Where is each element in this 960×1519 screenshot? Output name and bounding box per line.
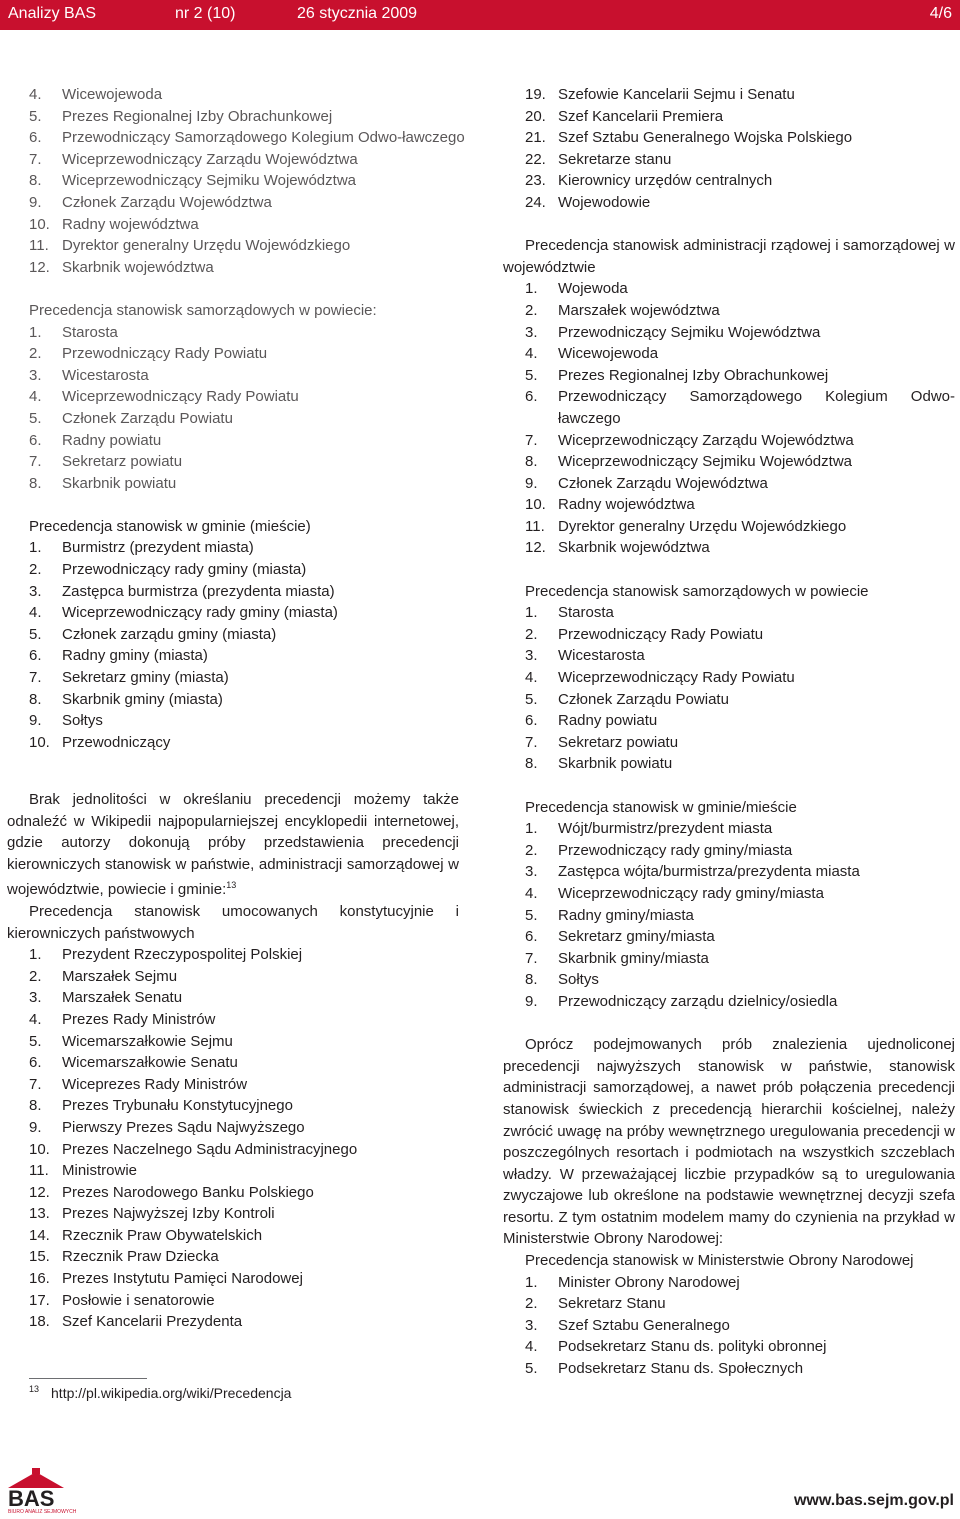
list-item-number: 12. (29, 258, 50, 276)
list-item-number: 4. (29, 1010, 42, 1028)
list-item (525, 365, 955, 387)
list-item (29, 473, 459, 495)
list-item (29, 235, 459, 257)
list-item (525, 322, 955, 344)
list-item-number: 17. (29, 1291, 50, 1309)
list-item-number: 6. (525, 388, 538, 406)
list-item-number: 4. (525, 1338, 538, 1356)
right-voivodeship-list (525, 278, 955, 559)
list-item-text: Przewodniczący rady gminy/miasta (558, 841, 793, 859)
list-item-text: Pierwszy Prezes Sądu Najwyższego (62, 1118, 305, 1136)
list-item-text: Wojewoda (558, 280, 628, 298)
list-item-text: Dyrektor generalny Urzędu Wojewódzkiego (62, 237, 351, 255)
list-item-text: Prezes Naczelnego Sądu Administracyjnego (62, 1140, 358, 1158)
list-item-number: 7. (525, 431, 538, 449)
list-item-text: Dyrektor generalny Urzędu Wojewódzkiego (558, 517, 847, 535)
list-item-number: 23. (525, 172, 546, 190)
list-item (29, 1182, 459, 1204)
list-item (29, 1052, 459, 1074)
list-item-number: 1. (525, 1273, 538, 1291)
list-item-number: 5. (525, 906, 538, 924)
list-item-number: 2. (525, 841, 538, 859)
list-item-text: Zastępca wójta/burmistrza/prezydenta miasta (558, 863, 860, 881)
footnote (29, 1384, 291, 1401)
list-item-number: 1. (29, 323, 42, 341)
list-item (29, 1095, 459, 1117)
list-item-number: 7. (29, 669, 42, 687)
list-item (29, 987, 459, 1009)
list-item-number: 4. (525, 345, 538, 363)
list-item (29, 1203, 459, 1225)
list-item (525, 127, 955, 149)
list-item (29, 1268, 459, 1290)
list-item-text: Wicemarszałkowie Senatu (62, 1054, 238, 1072)
list-item-number: 6. (29, 647, 42, 665)
ministry-heading: Precedencja stanowisk w Ministerstwie Obrony Narodowej (525, 1252, 914, 1270)
list-item-number: 2. (29, 345, 42, 363)
list-item-number: 4. (525, 669, 538, 687)
list-item-text: Skarbnik województwa (558, 539, 710, 557)
list-item-number: 8. (29, 474, 42, 492)
list-item-text: Przewodniczący zarządu dzielnicy/osiedla (558, 992, 838, 1010)
list-item-number: 6. (29, 1054, 42, 1072)
list-item-number: 8. (29, 172, 42, 190)
list-item (525, 645, 955, 667)
constitutional-list (29, 944, 459, 1333)
list-item-text: Burmistrz (prezydent miasta) (62, 539, 254, 557)
list-item-text: Prezes Narodowego Banku Polskiego (62, 1183, 314, 1201)
list-item-number: 4. (29, 604, 42, 622)
list-item (525, 386, 955, 429)
list-item (29, 1246, 459, 1268)
list-item (29, 624, 459, 646)
list-item-text: Wicemarszałkowie Sejmu (62, 1032, 233, 1050)
footnote-ref[interactable]: 13 (226, 880, 237, 891)
list-item-number: 1. (525, 280, 538, 298)
list-item-text: Skarbnik gminy/miasta (558, 949, 709, 967)
list-item-number: 7. (29, 453, 42, 471)
left-gmina-heading: Precedencja stanowisk w gminie (mieście) (29, 517, 311, 535)
list-item-number: 2. (525, 625, 538, 643)
list-item (29, 1160, 459, 1182)
list-item (29, 84, 459, 106)
list-item-number: 2. (525, 301, 538, 319)
list-item-text: Przewodniczący Rady Powiatu (62, 345, 268, 363)
footnote-link[interactable]: http://pl.wikipedia.org/wiki/Precedencja (51, 1385, 292, 1401)
list-item (525, 278, 955, 300)
right-gmina-list (525, 818, 955, 1012)
logo-cupola (32, 1468, 40, 1474)
list-item (525, 106, 955, 128)
list-item-number: 8. (525, 755, 538, 773)
wikipedia-paragraph: Brak jednolitości w określaniu precedencji możemy także odnaleźć w Wikipedii najpopularniejszej encyklopedii internetowej, gdzie autorzy dokonują próby przedstawienia precedencji kierowniczych stanowisk w państwie, administracji samorządowej w województwie, powiecie i gminie:$^{13}$ (7, 791, 459, 899)
list-item (29, 732, 459, 754)
list-item (29, 149, 459, 171)
list-item-text: Zastępca burmistrza (prezydenta miasta) (62, 582, 335, 600)
issue-date: 26 stycznia 2009 (297, 5, 418, 22)
list-item-text: Wiceprzewodniczący Rady Powiatu (558, 669, 795, 687)
list-item (29, 1139, 459, 1161)
list-item-number: 5. (525, 1360, 538, 1378)
list-item (29, 1074, 459, 1096)
list-item-text: Szefowie Kancelarii Sejmu i Senatu (558, 86, 795, 103)
list-item-number: 5. (29, 409, 42, 427)
list-item-text: Minister Obrony Narodowej (558, 1273, 740, 1291)
list-item-text: Sekretarz Stanu (558, 1295, 666, 1313)
list-item (525, 1336, 955, 1358)
list-item-text: Prezes Regionalnej Izby Obrachunkowej (62, 107, 333, 125)
list-item-text: Podsekretarz Stanu ds. Społecznych (558, 1360, 804, 1378)
list-item (525, 1293, 955, 1315)
list-item-text: Prezes Instytutu Pamięci Narodowej (62, 1270, 303, 1288)
list-item-text: Skarbnik województwa (62, 258, 214, 276)
list-item-text: Prezydent Rzeczypospolitej Polskiej (62, 946, 303, 964)
list-item (29, 966, 459, 988)
list-item (525, 948, 955, 970)
list-item-text: Wiceprzewodniczący rady gminy/miasta (558, 884, 824, 902)
list-item-text: Wiceprzewodniczący Zarządu Województwa (62, 150, 358, 168)
list-item (525, 710, 955, 732)
list-item (29, 1009, 459, 1031)
list-item-text: Sekretarz gminy/miasta (558, 928, 715, 946)
list-item-text: Rzecznik Praw Dziecka (62, 1248, 219, 1266)
list-item (29, 944, 459, 966)
list-item-number: 1. (29, 539, 42, 557)
list-item (29, 602, 459, 624)
list-item-text: Podsekretarz Stanu ds. polityki obronnej (558, 1338, 827, 1356)
right-county-list (525, 602, 955, 775)
list-item-text: Radny gminy (miasta) (62, 647, 208, 665)
list-item (525, 689, 955, 711)
list-item (525, 451, 955, 473)
list-item-text: Przewodniczący Rady Powiatu (558, 625, 764, 643)
list-item-number: 24. (525, 193, 546, 211)
list-item-text: Wiceprzewodniczący Sejmiku Województwa (558, 453, 852, 471)
list-item (525, 149, 955, 171)
list-item-number: 6. (29, 431, 42, 449)
list-item-number: 2. (525, 1295, 538, 1313)
list-item-text: Radny województwa (62, 215, 199, 233)
list-item-text: Członek Zarządu Województwa (62, 193, 272, 211)
list-item (29, 430, 459, 452)
list-item-number: 7. (29, 1075, 42, 1093)
list-item-number: 6. (525, 712, 538, 730)
page-number: 4/6 (929, 5, 952, 22)
list-item-number: 5. (525, 366, 538, 384)
list-item (525, 1315, 955, 1337)
list-item-number: 7. (525, 733, 538, 751)
list-item-number: 13. (29, 1205, 50, 1223)
list-item-text: Ministrowie (62, 1162, 138, 1180)
list-item-text: Wiceprzewodniczący Rady Powiatu (62, 388, 299, 406)
list-item (525, 883, 955, 905)
list-item (29, 581, 459, 603)
list-item-text: Wicestarosta (558, 647, 645, 665)
right-column (503, 84, 955, 1380)
list-item-number: 9. (525, 474, 538, 492)
list-item-text: Szef Sztabu Generalnego (558, 1316, 730, 1334)
list-item (525, 624, 955, 646)
list-item (525, 969, 955, 991)
list-item (29, 386, 459, 408)
list-item-number: 10. (29, 215, 50, 233)
list-item-number: 4. (29, 388, 42, 406)
list-item-text: Marszałek województwa (558, 301, 720, 319)
list-item (29, 322, 459, 344)
list-item (29, 127, 465, 149)
list-item (525, 1358, 955, 1380)
left-voivodeship-list (29, 84, 465, 278)
list-item (525, 430, 955, 452)
list-item-number: 1. (29, 946, 42, 964)
list-item-number: 12. (525, 539, 546, 557)
list-item-number: 8. (525, 971, 538, 989)
list-item-text: Przewodniczący Sejmiku Województwa (558, 323, 821, 341)
list-item (525, 170, 955, 192)
list-item-number: 9. (29, 712, 42, 730)
list-item-text: Szef Sztabu Generalnego Wojska Polskiego (558, 129, 853, 147)
list-item-text: Prezes Trybunału Konstytucyjnego (62, 1097, 293, 1115)
list-item (29, 1031, 459, 1053)
list-item-number: 3. (29, 366, 42, 384)
list-item-number: 9. (29, 1118, 42, 1136)
list-item-number: 4. (29, 86, 42, 103)
right-county-heading: Precedencja stanowisk samorządowych w powiecie (525, 582, 869, 600)
list-item (29, 645, 459, 667)
list-item-text: Sołtys (558, 971, 599, 989)
list-item (29, 170, 459, 192)
list-item-number: 11. (29, 1162, 49, 1180)
list-item-number: 5. (525, 690, 538, 708)
list-item (525, 753, 955, 775)
list-item-text: Członek Zarządu Powiatu (558, 690, 729, 708)
ministry-paragraph: Oprócz podejmowanych prób znalezienia ujednoliconej precedencji najwyższych stanowisk w państwie, stanowisk administracji samorządowej, a nawet prób połączenia precedencji stanowisk świeckich z precedencją hierarchii kościelnej, należy zwrócić uwagę na próby wewnętrznego uregulowania precedencji w poszczególnych resortach i podmiotach na wszystkich szczeblach władzy. W przeważającej liczbie przypadków są to uregulowania zwyczajowe lub określone na podstawie wewnętrznej decyzji szefa resortu. Z tym ostatnim modelem mamy do czynienia na przykład w Ministerstwie Obrony Narodowej: (503, 1036, 955, 1248)
list-item-text: Wójt/burmistrz/prezydent miasta (558, 820, 773, 838)
list-item-number: 5. (29, 107, 42, 125)
left-column (7, 84, 465, 1333)
list-item (525, 905, 955, 927)
list-item-number: 18. (29, 1313, 50, 1331)
list-item-number: 9. (29, 193, 42, 211)
list-item (29, 214, 459, 236)
list-item-text: Rzecznik Praw Obywatelskich (62, 1226, 263, 1244)
list-item-number: 3. (525, 1316, 538, 1334)
list-item-text: Wojewodowie (558, 193, 651, 211)
list-item (525, 818, 955, 840)
list-item (525, 494, 955, 516)
list-item (29, 1311, 459, 1333)
list-item (29, 667, 459, 689)
list-item-number: 10. (29, 1140, 50, 1158)
list-item (525, 300, 955, 322)
list-item-text: Sołtys (62, 712, 103, 730)
constitutional-list-continued (525, 84, 955, 214)
list-item (525, 667, 955, 689)
list-item-number: 8. (29, 1097, 42, 1115)
list-item (525, 473, 955, 495)
list-item-text: Szef Kancelarii Premiera (558, 107, 724, 125)
list-item-text: Skarbnik powiatu (558, 755, 673, 773)
list-item-text: Radny powiatu (62, 431, 162, 449)
list-item-text: Członek Zarządu Powiatu (62, 409, 233, 427)
list-item-text: Radny województwa (558, 496, 695, 514)
list-item-text: Przewodniczący rady gminy (miasta) (62, 561, 307, 579)
list-item-text: Starosta (62, 323, 118, 341)
list-item-text: Sekretarze stanu (558, 150, 672, 168)
list-item (29, 1290, 459, 1312)
list-item-text: Marszałek Senatu (62, 989, 183, 1007)
list-item-text: Starosta (558, 604, 614, 622)
list-item-number: 7. (525, 949, 538, 967)
list-item-text: Skarbnik powiatu (62, 474, 177, 492)
list-item (29, 257, 459, 279)
list-item-text: Wiceprzewodniczący Sejmiku Województwa (62, 172, 356, 190)
list-item-number: 22. (525, 150, 546, 168)
publication-title: Analizy BAS (8, 5, 97, 22)
bas-logo (6, 1466, 96, 1514)
list-item-text: Przewodniczący Samorządowego Kolegium Odwo-ławczego (558, 388, 955, 427)
list-item-number: 1. (525, 604, 538, 622)
list-item-text: Wiceprzewodniczący rady gminy (miasta) (62, 604, 338, 622)
list-item-text: Prezes Regionalnej Izby Obrachunkowej (558, 366, 829, 384)
list-item-number: 11. (29, 237, 49, 255)
list-item-text: Prezes Najwyższej Izby Kontroli (62, 1205, 275, 1223)
list-item-number: 4. (525, 884, 538, 902)
left-county-list (29, 322, 459, 495)
list-item (525, 861, 955, 883)
list-item (29, 689, 459, 711)
list-item-text: Prezes Rady Ministrów (62, 1010, 216, 1028)
list-item-number: 6. (29, 129, 42, 147)
list-item-number: 16. (29, 1270, 50, 1288)
left-county-heading: Precedencja stanowisk samorządowych w powiecie: (29, 301, 377, 319)
list-item (29, 343, 459, 365)
list-item (29, 192, 459, 214)
list-item-number: 19. (525, 86, 546, 103)
footnote-number: 13 (29, 1384, 40, 1394)
list-item-number: 2. (29, 967, 42, 985)
list-item-number: 14. (29, 1226, 50, 1244)
list-item-text: Sekretarz gminy (miasta) (62, 669, 229, 687)
list-item-text: Sekretarz powiatu (558, 733, 679, 751)
list-item-text: Sekretarz powiatu (62, 453, 183, 471)
list-item-number: 3. (29, 582, 42, 600)
list-item (525, 1272, 955, 1294)
list-item-number: 3. (525, 647, 538, 665)
list-item-text: Skarbnik gminy (miasta) (62, 690, 223, 708)
list-item (525, 732, 955, 754)
list-item-number: 8. (525, 453, 538, 471)
list-item-text: Członek Zarządu Województwa (558, 474, 768, 492)
right-gmina-heading: Precedencja stanowisk w gminie/mieście (525, 798, 797, 816)
const-heading: Precedencja stanowisk umocowanych konstytucyjnie i kierowniczych państwowych (7, 902, 459, 942)
list-item (525, 84, 955, 106)
list-item (29, 106, 459, 128)
list-item-number: 10. (29, 733, 50, 751)
list-item (525, 516, 955, 538)
list-item-text: Kierownicy urzędów centralnych (558, 172, 773, 190)
ministry-list (525, 1272, 955, 1380)
list-item (525, 840, 955, 862)
website-link[interactable]: www.bas.sejm.gov.pl (793, 1492, 954, 1509)
list-item-text: Wicestarosta (62, 366, 149, 384)
list-item-number: 21. (525, 129, 546, 147)
list-item-text: Wiceprezes Rady Ministrów (62, 1075, 248, 1093)
left-gmina-list (29, 537, 459, 753)
list-item-number: 3. (29, 989, 42, 1007)
list-item-text: Marszałek Sejmu (62, 967, 178, 985)
list-item-text: Przewodniczący Samorządowego Kolegium Odwo-ławczego (62, 129, 465, 147)
list-item (29, 710, 459, 732)
list-item (29, 408, 459, 430)
list-item (525, 537, 955, 559)
list-item (525, 602, 955, 624)
list-item (29, 365, 459, 387)
list-item (29, 1225, 459, 1247)
list-item-number: 8. (29, 690, 42, 708)
list-item-number: 15. (29, 1248, 50, 1266)
issue-number: nr 2 (10) (175, 5, 236, 22)
list-item-number: 6. (525, 928, 538, 946)
list-item (29, 451, 459, 473)
logo-text: BAS (8, 1486, 55, 1511)
header-bar (0, 0, 960, 30)
list-item-number: 10. (525, 496, 546, 514)
list-item-text: Wiceprzewodniczący Zarządu Województwa (558, 431, 854, 449)
list-item-number: 1. (525, 820, 538, 838)
list-item-number: 7. (29, 150, 42, 168)
list-item-number: 3. (525, 323, 538, 341)
list-item-number: 5. (29, 1032, 42, 1050)
right-voivodeship-heading: Precedencja stanowisk administracji rządowej i samorządowej w województwie (503, 237, 955, 276)
list-item-number: 5. (29, 625, 42, 643)
list-item-text: Wicewojewoda (558, 345, 659, 363)
list-item-number: 11. (525, 517, 545, 535)
list-item (29, 1117, 459, 1139)
list-item-text: Radny powiatu (558, 712, 658, 730)
footnote-divider (29, 1378, 147, 1379)
list-item-number: 12. (29, 1183, 50, 1201)
list-item (29, 559, 459, 581)
list-item-number: 9. (525, 992, 538, 1010)
list-item-number: 3. (525, 863, 538, 881)
list-item-text: Wicewojewoda (62, 86, 163, 103)
list-item (29, 537, 459, 559)
logo-subtitle: BIURO ANALIZ SEJMOWYCH (8, 1509, 77, 1514)
list-item (525, 192, 955, 214)
list-item-text: Członek zarządu gminy (miasta) (62, 625, 277, 643)
list-item-number: 2. (29, 561, 42, 579)
list-item (525, 926, 955, 948)
list-item (525, 991, 955, 1013)
list-item (525, 343, 955, 365)
list-item-text: Przewodniczący (62, 733, 171, 751)
list-item-text: Szef Kancelarii Prezydenta (62, 1313, 243, 1331)
list-item-number: 20. (525, 107, 546, 125)
list-item-text: Radny gminy/miasta (558, 906, 694, 924)
list-item-text: Posłowie i senatorowie (62, 1291, 215, 1309)
